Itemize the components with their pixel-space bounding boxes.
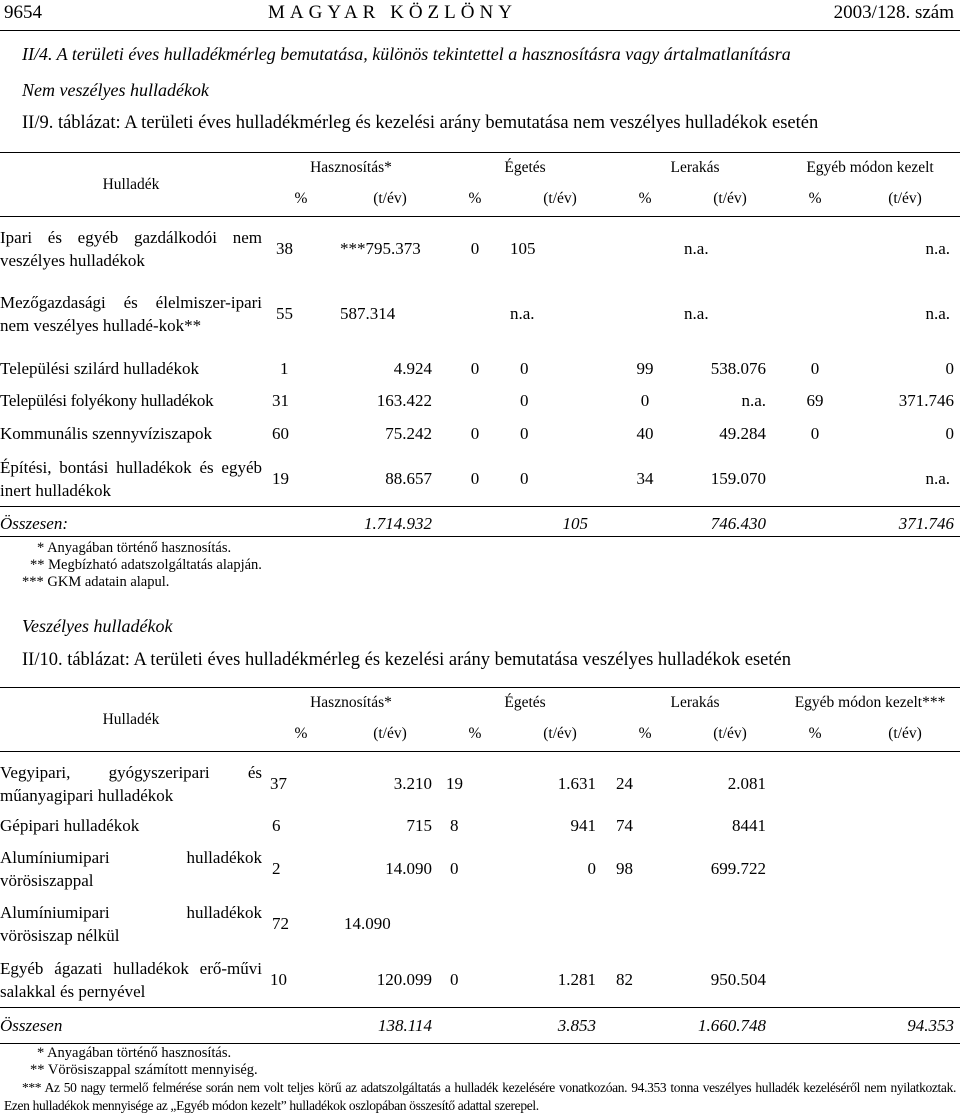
- table-row: [0, 415, 960, 449]
- table-row: [0, 808, 960, 840]
- column-header-group: Hasznosítás*: [310, 693, 392, 711]
- table-cell: 2.081: [727, 773, 767, 793]
- table-cell: 538.076: [710, 358, 767, 378]
- table-cell: 699.722: [710, 858, 767, 878]
- table-cell: 0: [945, 358, 955, 378]
- table-caption: II/10. táblázat: A területi éves hulladékmérleg és kezelési arány bemutatása veszélyes hulladékok esetén: [22, 650, 791, 670]
- row-label: Ipari és egyéb gazdálkodói nem veszélyes hulladékok: [0, 227, 262, 270]
- table-row: [0, 449, 960, 507]
- journal-title: MAGYAR KÖZLÖNY: [268, 2, 517, 23]
- table-cell: 0: [520, 390, 529, 410]
- table-cell: 38: [276, 238, 293, 258]
- table-cell: 72: [272, 913, 289, 933]
- table-cell: [780, 808, 850, 840]
- footnote: ** Vörösiszappal számított mennyiség.: [30, 1062, 258, 1078]
- table-cell: 0: [810, 358, 820, 378]
- table-cell: 0: [587, 858, 597, 878]
- unit-header: %: [638, 725, 652, 743]
- total-cell: 3.853: [557, 1015, 597, 1035]
- unit-header: %: [294, 190, 308, 208]
- table-cell: 0: [450, 970, 459, 990]
- table-cell: [440, 275, 510, 351]
- column-header-group: Égetés: [504, 693, 546, 711]
- unit-header: %: [468, 190, 482, 208]
- total-cell: 94.353: [907, 1015, 955, 1035]
- table-cell: [610, 894, 680, 950]
- subsection-title: Veszélyes hulladékok: [22, 616, 173, 636]
- table-cell: [780, 894, 850, 950]
- table-cell: n.a.: [684, 238, 709, 258]
- table-cell: 19: [446, 773, 464, 793]
- unit-header: %: [808, 190, 822, 208]
- total-cell: 371.746: [898, 513, 955, 533]
- footnote: * Anyagában történő hasznosítás.: [37, 1045, 232, 1061]
- unit-header: (t/év): [543, 725, 577, 743]
- data-table-1: [0, 152, 960, 537]
- table-cell: [440, 894, 510, 950]
- table-cell: 14.090: [385, 858, 433, 878]
- unit-header: (t/év): [543, 190, 577, 208]
- header-rule: [0, 30, 960, 31]
- total-cell: 1.714.932: [364, 513, 433, 533]
- table-cell: ***795.373: [340, 238, 421, 258]
- footnote-long: *** Az 50 nagy termelő felmérése során nem volt teljes körű az adatszolgáltatás a hulladék kezelésére vonatkozóan. 94.353 tonna veszélyes hulladék kezeléséről nem nyilatkoztak. Ezen hulladékok mennyisége az „Egyéb módon kezelt” hulladékok oszlopában összesítő adattal szerepel.: [4, 1080, 956, 1113]
- section-title: II/4. A területi éves hulladékmérleg bemutatása, különös tekintettel a hasznosításra vagy ártalmatlanításra: [22, 44, 791, 64]
- table-cell: 82: [616, 970, 634, 990]
- table-row: [0, 840, 960, 894]
- table-row: [0, 752, 960, 808]
- table-cell: 74: [616, 815, 634, 835]
- table-cell: 159.070: [710, 469, 767, 489]
- table-cell: 40: [636, 423, 654, 443]
- unit-header: (t/év): [713, 190, 747, 208]
- unit-header: (t/év): [888, 190, 922, 208]
- data-table-2: [0, 687, 960, 1044]
- table-cell: 37: [270, 773, 287, 793]
- table-cell: n.a.: [741, 390, 767, 410]
- table-cell: 0: [520, 358, 529, 378]
- table-cell: 0: [470, 358, 480, 378]
- table-cell: 88.657: [385, 469, 433, 489]
- table-cell: [780, 449, 850, 507]
- table-cell: 0: [520, 469, 529, 489]
- table-caption: II/9. táblázat: A területi éves hulladékmérleg és kezelési arány bemutatása nem veszélyes hulladékok esetén: [22, 113, 819, 133]
- total-cell: 746.430: [710, 513, 767, 533]
- footnote: *** GKM adatain alapul.: [22, 574, 170, 590]
- column-header-waste: Hulladék: [0, 153, 262, 217]
- table-cell: 0: [945, 423, 955, 443]
- row-label: Alumíniumipari hulladékok vörösiszap nélkül: [0, 902, 262, 945]
- column-header-group: Egyéb módon kezelt: [806, 158, 934, 176]
- table-cell: n.a.: [684, 303, 709, 323]
- unit-header: (t/év): [713, 725, 747, 743]
- table-row: [0, 217, 960, 275]
- total-cell: 138.114: [378, 1015, 433, 1035]
- table-cell: 0: [810, 423, 820, 443]
- total-row: [0, 507, 960, 537]
- table-cell: 941: [570, 815, 597, 835]
- table-row: [0, 275, 960, 351]
- row-label: Vegyipari, gyógyszeripari és műanyagipari hulladékok: [0, 762, 262, 805]
- table-cell: 371.746: [898, 390, 955, 410]
- row-label: Építési, bontási hulladékok és egyéb inert hulladékok: [0, 458, 262, 501]
- table-cell: 60: [272, 423, 289, 443]
- unit-header: %: [468, 725, 482, 743]
- table-cell: [510, 894, 610, 950]
- table-cell: [850, 950, 960, 1008]
- table-cell: [850, 752, 960, 808]
- table-cell: [850, 894, 960, 950]
- column-header-group: Hasznosítás*: [310, 158, 392, 176]
- table-cell: 24: [616, 773, 634, 793]
- table-cell: 34: [636, 469, 654, 489]
- table-cell: 3.210: [393, 773, 433, 793]
- table-cell: 105: [510, 238, 536, 258]
- table-cell: 14.090: [344, 913, 391, 933]
- subsection-title: Nem veszélyes hulladékok: [22, 80, 209, 100]
- table-cell: 10: [270, 970, 287, 990]
- page-number: 9654: [4, 2, 42, 23]
- table-cell: [440, 383, 510, 415]
- row-label: Egyéb ágazati hulladékok erő-művi salakkal és pernyével: [0, 959, 262, 1002]
- table-cell: 0: [640, 390, 650, 410]
- table-cell: 19: [272, 469, 289, 489]
- table-cell: 8: [450, 815, 459, 835]
- column-header-group: Lerakás: [670, 158, 720, 176]
- unit-header: (t/év): [373, 725, 407, 743]
- table-cell: [780, 840, 850, 894]
- row-label: Települési folyékony hulladékok: [0, 391, 214, 410]
- table-cell: 0: [470, 469, 480, 489]
- column-header-waste: Hulladék: [0, 688, 262, 752]
- table-cell: [780, 275, 850, 351]
- table-cell: 1.631: [557, 773, 597, 793]
- table-cell: 0: [470, 238, 480, 258]
- table-cell: 49.284: [719, 423, 767, 443]
- table-cell: 1.281: [557, 970, 597, 990]
- row-label: Alumíniumipari hulladékok vörösiszappal: [0, 847, 262, 890]
- table-cell: 8441: [732, 815, 767, 835]
- table-row: [0, 351, 960, 383]
- table-cell: 950.504: [710, 970, 767, 990]
- unit-header: %: [294, 725, 308, 743]
- table-cell: 99: [636, 358, 654, 378]
- table-cell: 0: [520, 423, 529, 443]
- table-cell: 31: [272, 390, 289, 410]
- table-cell: 0: [450, 858, 459, 878]
- column-header-group: Égetés: [504, 158, 546, 176]
- table-row: [0, 383, 960, 415]
- row-label: Települési szilárd hulladékok: [0, 359, 199, 378]
- total-cell: 105: [562, 513, 589, 533]
- table-cell: 2: [272, 858, 281, 878]
- footnote: * Anyagában történő hasznosítás.: [37, 540, 232, 556]
- table-cell: 6: [272, 815, 281, 835]
- unit-header: %: [808, 725, 822, 743]
- row-label: Kommunális szennyvíziszapok: [0, 424, 212, 443]
- unit-header: (t/év): [888, 725, 922, 743]
- column-header-group: Egyéb módon kezelt***: [794, 693, 946, 711]
- table-cell: 715: [406, 815, 433, 835]
- total-label: Összesen: [0, 1016, 63, 1035]
- table-cell: [780, 950, 850, 1008]
- table-cell: [850, 840, 960, 894]
- table-cell: 1: [280, 358, 289, 378]
- table-cell: [780, 752, 850, 808]
- unit-header: (t/év): [373, 190, 407, 208]
- row-label: Gépipari hulladékok: [0, 816, 140, 835]
- table-cell: n.a.: [925, 303, 951, 323]
- footnote: ** Megbízható adatszolgáltatás alapján.: [30, 557, 262, 573]
- table-cell: n.a.: [925, 469, 951, 489]
- total-row: [0, 1008, 960, 1044]
- column-header-group: Lerakás: [670, 693, 720, 711]
- table-row: [0, 894, 960, 950]
- table-cell: 55: [276, 303, 293, 323]
- table-cell: 98: [616, 858, 634, 878]
- table-cell: 69: [806, 390, 824, 410]
- table-cell: [610, 275, 680, 351]
- table-cell: [780, 217, 850, 275]
- total-cell: 1.660.748: [698, 1015, 767, 1035]
- unit-header: %: [638, 190, 652, 208]
- issue-number: 2003/128. szám: [833, 2, 954, 23]
- total-label: Összesen:: [0, 514, 68, 533]
- table-cell: [850, 808, 960, 840]
- table-cell: [610, 217, 680, 275]
- table-cell: 587.314: [340, 303, 396, 323]
- row-label: Mezőgazdasági és élelmiszer-ipari nem veszélyes hulladé-kok**: [0, 292, 262, 335]
- table-cell: 120.099: [376, 970, 433, 990]
- table-cell: n.a.: [925, 238, 951, 258]
- table-cell: 0: [470, 423, 480, 443]
- table-cell: n.a.: [510, 303, 535, 323]
- table-row: [0, 950, 960, 1008]
- table-cell: 75.242: [385, 423, 433, 443]
- table-cell: [680, 894, 780, 950]
- table-cell: 163.422: [376, 390, 433, 410]
- table-cell: 4.924: [393, 358, 433, 378]
